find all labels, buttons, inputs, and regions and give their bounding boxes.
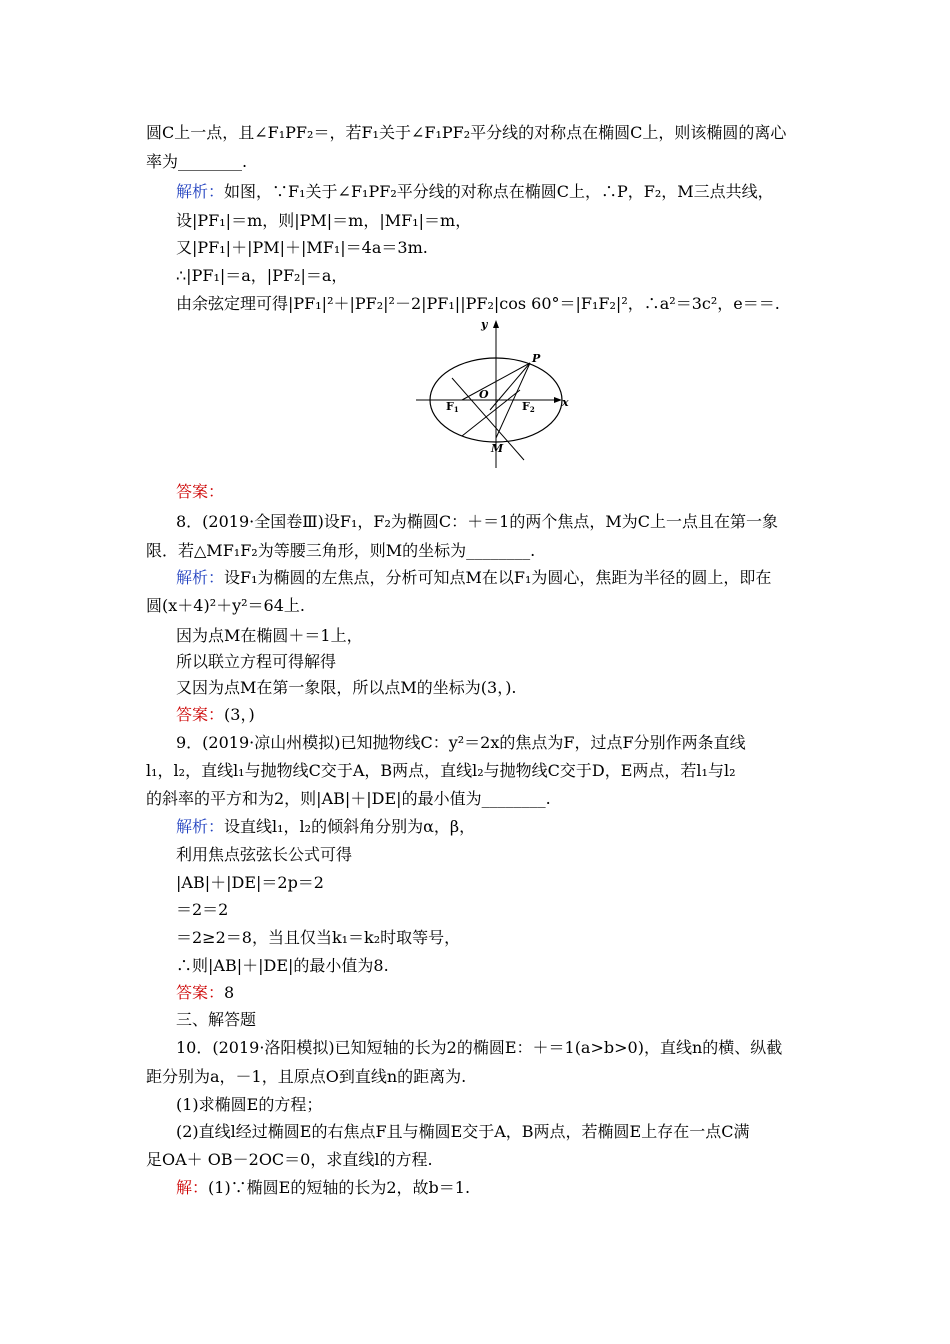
text-line: 率为________. <box>146 152 248 171</box>
point-f1-label: F1 <box>446 400 459 414</box>
text-line: 解析：如图，∵F₁关于∠F₁PF₂平分线的对称点在椭圆C上，∴P，F₂，M三点共线， <box>176 182 774 201</box>
text-line: 利用焦点弦弦长公式可得 <box>176 845 353 864</box>
text-line <box>176 482 224 502</box>
text-line: ＝2＝2 <box>176 900 229 919</box>
text-line: 又|PF₁|＋|PM|＋|MF₁|＝4a＝3m. <box>176 238 428 257</box>
point-m-label: M <box>491 442 504 455</box>
text-line: 10．(2019·洛阳模拟)已知短轴的长为2的椭圆E：＋＝1(a>b>0)，直线n的横、纵截 <box>176 1038 783 1057</box>
text-line: |AB|＋|DE|＝2p＝2 <box>176 873 324 892</box>
text-line: 限．若△MF₁F₂为等腰三角形，则M的坐标为________. <box>146 541 536 560</box>
text-line: l₁，l₂，直线l₁与抛物线C交于A，B两点，直线l₂与抛物线C交于D，E两点，若l₁与l₂ <box>146 761 736 780</box>
text-line: (1)求椭圆E的方程； <box>176 1095 323 1114</box>
text-line: 解析：设直线l₁，l₂的倾斜角分别为α，β， <box>176 817 476 836</box>
ellipse-figure <box>412 318 574 468</box>
text-line: 由余弦定理可得|PF₁|²＋|PF₂|²－2|PF₁||PF₂|cos 60°＝|F₁F₂|²，∴a²＝3c²，e＝＝. <box>176 294 780 313</box>
y-axis-label: y <box>481 318 488 331</box>
text-line: 答案：8 <box>176 983 235 1002</box>
solution-label: 解： <box>176 1178 209 1197</box>
symmetric-line <box>462 390 520 436</box>
text-line: 圆C上一点，且∠F₁PF₂＝，若F₁关于∠F₁PF₂平分线的对称点在椭圆C上，则该椭圆的离心 <box>146 123 787 142</box>
y-axis-arrow <box>493 320 499 328</box>
text-line: (2)直线l经过椭圆E的右焦点F且与椭圆E交于A，B两点，若椭圆E上存在一点C满 <box>176 1122 750 1141</box>
analysis-label: 解析： <box>176 817 225 836</box>
text-line: 设|PF₁|＝m，则|PM|＝m，|MF₁|＝m， <box>176 211 472 230</box>
text-line: ∴|PF₁|＝a，|PF₂|＝a， <box>176 266 348 285</box>
text-line: 距分别为a，－1，且原点O到直线n的距离为. <box>146 1067 467 1086</box>
text-line: 解：(1)∵椭圆E的短轴的长为2，故b＝1. <box>176 1178 471 1197</box>
text-line: 8．(2019·全国卷Ⅲ)设F₁，F₂为椭圆C：＋＝1的两个焦点，M为C上一点且在第一象 <box>176 512 778 531</box>
x-axis-label: x <box>562 396 569 409</box>
text-line: 足OA＋ OB－2OC＝0，求直线l的方程. <box>146 1150 433 1169</box>
text-line: 9．(2019·凉山州模拟)已知抛物线C：y²＝2x的焦点为F，过点F分别作两条直线 <box>176 733 746 752</box>
answer-label: 答案： <box>176 983 225 1002</box>
text-line: ＝2≥2＝8，当且仅当k₁＝k₂时取等号， <box>176 928 461 947</box>
text-line: 解析：设F₁为椭圆的左焦点，分析可知点M在以F₁为圆心，焦距为半径的圆上，即在 <box>176 568 772 587</box>
text-line: 答案：(3，) <box>176 705 255 724</box>
text-line: ∴则|AB|＋|DE|的最小值为8. <box>176 956 389 975</box>
answer-label: 答案： <box>176 705 225 724</box>
analysis-label: 解析： <box>176 182 225 201</box>
text-line: 所以联立方程可得解得 <box>176 652 337 671</box>
text-line: 又因为点M在第一象限，所以点M的坐标为(3，). <box>176 678 517 697</box>
x-axis-arrow <box>554 397 562 403</box>
text-line: 圆(x＋4)²＋y²＝64上. <box>146 596 306 615</box>
answer-label: 答案： <box>176 482 225 501</box>
point-f2-label: F2 <box>522 400 535 414</box>
text-line: 因为点M在椭圆＋＝1上， <box>176 626 363 645</box>
point-p-label: P <box>532 352 541 365</box>
analysis-label: 解析： <box>176 568 225 587</box>
section-heading: 三、解答题 <box>176 1010 257 1029</box>
point-o-label: O <box>479 388 489 401</box>
text-line: 的斜率的平方和为2，则|AB|＋|DE|的最小值为________. <box>146 789 551 808</box>
